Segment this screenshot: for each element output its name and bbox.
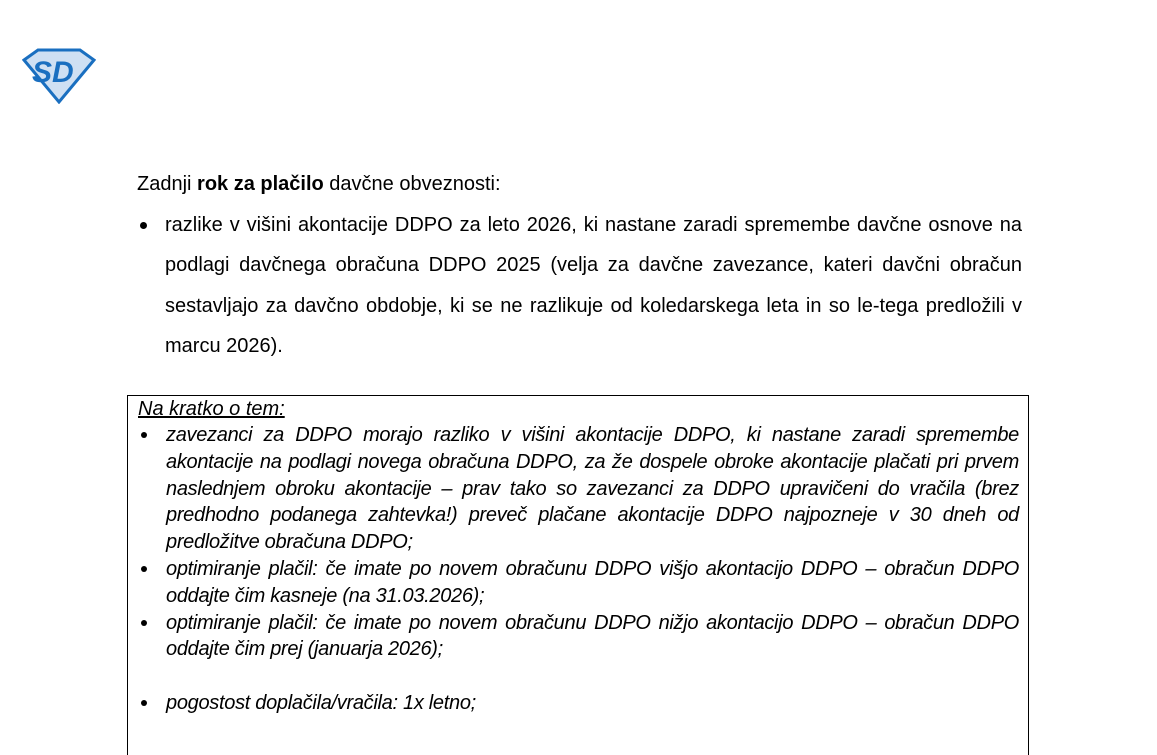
svg-text:SD: SD	[32, 56, 74, 89]
bullet-icon	[141, 700, 147, 706]
bullet-icon	[140, 222, 147, 229]
list-item: zavezanci za DDPO morajo razliko v višini akontacije DDPO, ki nastane zaradi spremembe akontacije na podlagi novega obračuna DDPO, za že dospele obroke akontacije plačati pri prvem naslednjem obroku akontacije – prav tako so zavezanci za DDPO upravičeni do vračila (brez predhodno podanega zahtevka!) preveč plačane akontacije DDPO najpozneje v 30 dneh od predložitve obračuna DDPO;	[138, 422, 1019, 556]
summary-heading: Na kratko o tem:	[138, 398, 285, 420]
intro-section	[137, 164, 1022, 367]
list-item: optimiranje plačil: če imate po novem obračunu DDPO nižjo akontacijo DDPO – obračun DDPO oddajte čim prej (januarja 2026);	[138, 610, 1019, 664]
company-logo	[22, 48, 96, 104]
list-item: pogostost doplačila/vračila: 1x letno;	[138, 690, 1019, 717]
bullet-icon	[141, 620, 147, 626]
spacer	[138, 663, 1019, 690]
bullet-icon	[141, 566, 147, 572]
bullet-icon	[141, 432, 147, 438]
intro-heading: Zadnji rok za plačilo davčne obveznosti:	[137, 173, 501, 195]
list-item: optimiranje plačil: če imate po novem obračunu DDPO višjo akontacijo DDPO – obračun DDPO oddajte čim kasneje (na 31.03.2026);	[138, 556, 1019, 610]
list-item: razlike v višini akontacije DDPO za leto 2026, ki nastane zaradi spremembe davčne osnove na podlagi davčnega obračuna DDPO 2025 (velja za davčne zavezance, kateri davčni obračun sestavljajo za davčno obdobje, ki se ne razlikuje od koledarskega leta in so le-tega predložili v marcu 2026).	[137, 205, 1022, 367]
summary-box	[127, 395, 1029, 755]
